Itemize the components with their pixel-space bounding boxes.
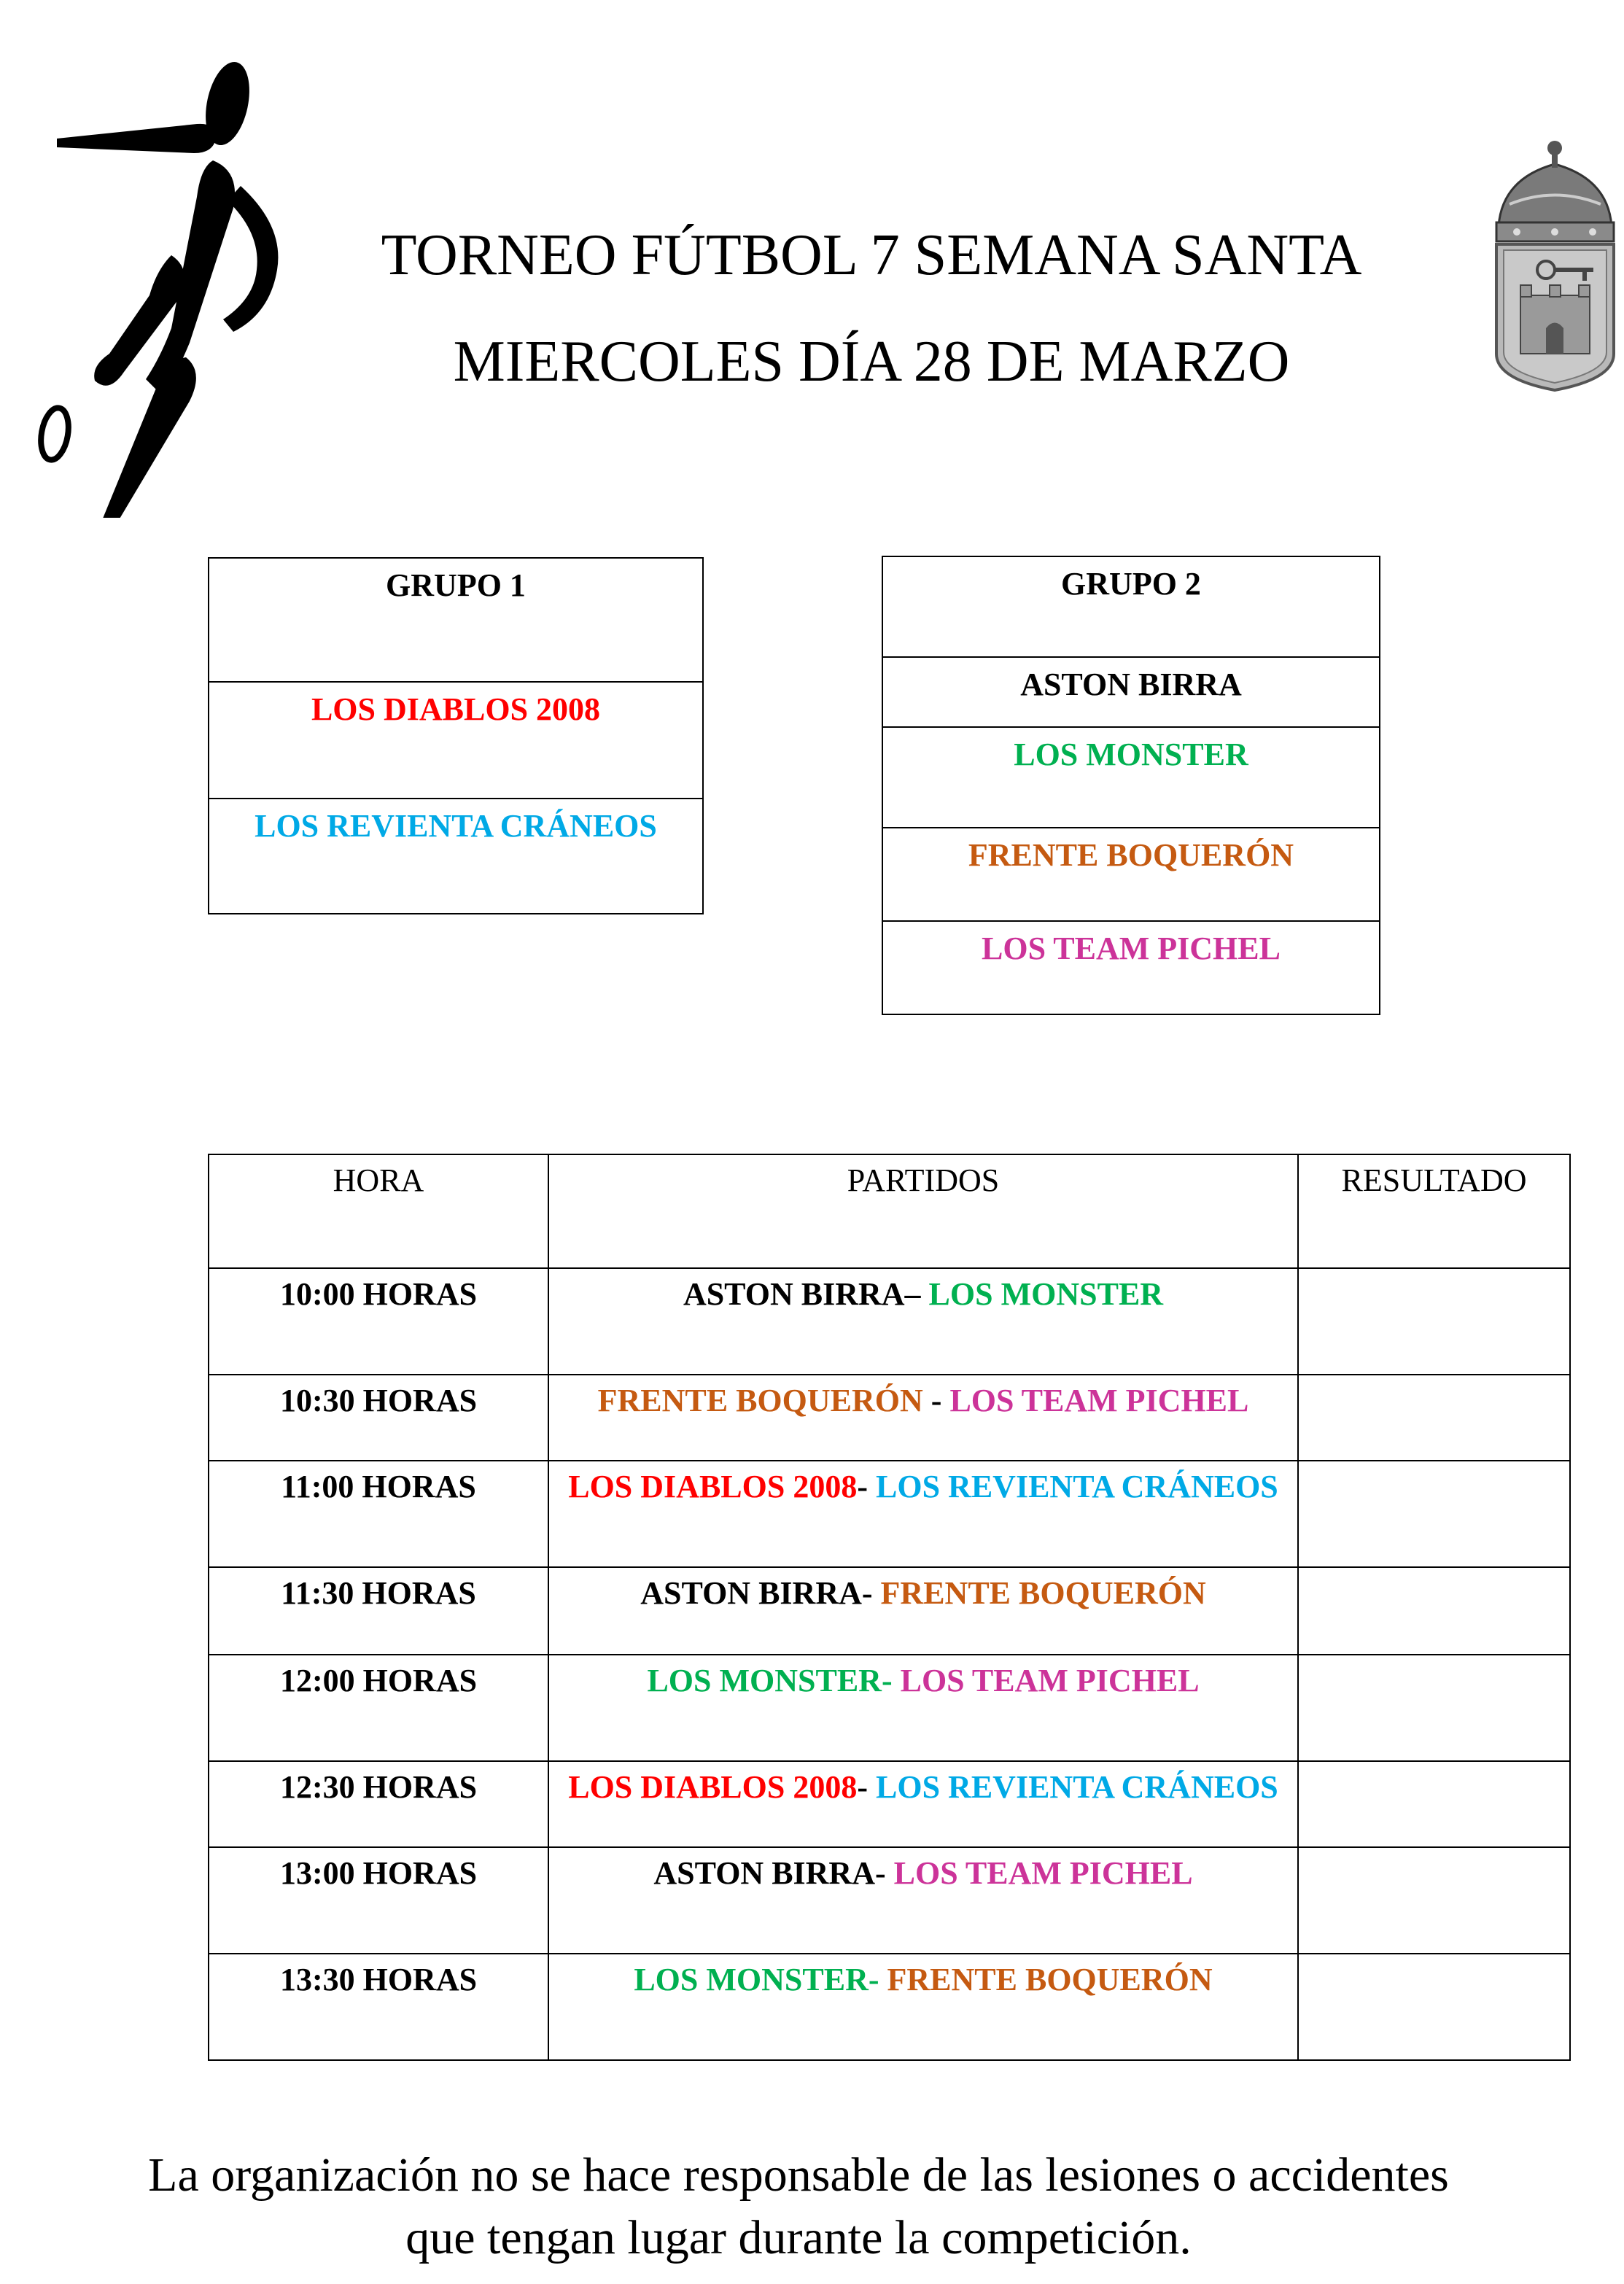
match-teams [548,1268,1298,1375]
group2-table [882,556,1380,1015]
home-team: FRENTE BOQUERÓN [597,1383,923,1418]
match-result [1298,1461,1570,1567]
page-title-line1: TORNEO FÚTBOL 7 SEMANA SANTA [381,223,1362,287]
header-partidos: PARTIDOS [548,1154,1298,1268]
match-row [209,1567,1570,1655]
separator: - [922,1383,950,1418]
match-row [209,1461,1570,1567]
group1-team-2: LOS REVIENTA CRÁNEOS [209,799,703,914]
match-teams [548,1655,1298,1761]
match-teams [548,1461,1298,1567]
match-result [1298,1567,1570,1655]
group2-team-1: ASTON BIRRA [882,657,1380,727]
match-time: 10:30 HORAS [209,1375,548,1461]
group2-header: GRUPO 2 [882,556,1380,657]
away-team: LOS TEAM PICHEL [949,1383,1249,1418]
home-team: ASTON BIRRA [653,1855,875,1891]
match-time: 11:30 HORAS [209,1567,548,1655]
match-result [1298,1268,1570,1375]
home-team: LOS DIABLOS 2008 [568,1469,858,1504]
home-team: ASTON BIRRA [640,1575,862,1611]
separator: - [875,1855,894,1891]
match-result [1298,1847,1570,1954]
group1-header: GRUPO 1 [209,558,703,682]
separator: - [881,1663,901,1698]
match-time: 10:00 HORAS [209,1268,548,1375]
match-row [209,1761,1570,1847]
match-teams [548,1847,1298,1954]
away-team: LOS TEAM PICHEL [893,1855,1193,1891]
match-time: 12:30 HORAS [209,1761,548,1847]
match-teams [548,1954,1298,2060]
away-team: FRENTE BOQUERÓN [880,1575,1206,1611]
away-team: FRENTE BOQUERÓN [887,1962,1213,1997]
group2-team-2: LOS MONSTER [882,727,1380,828]
separator: – [904,1276,929,1312]
group1-table [208,557,704,914]
away-team: LOS REVIENTA CRÁNEOS [876,1469,1278,1504]
match-row [209,1847,1570,1954]
home-team: LOS DIABLOS 2008 [568,1769,858,1805]
match-time: 13:30 HORAS [209,1954,548,2060]
home-team: LOS MONSTER [634,1962,869,1997]
match-result [1298,1375,1570,1461]
separator: - [861,1575,881,1611]
match-result [1298,1761,1570,1847]
away-team: LOS TEAM PICHEL [900,1663,1200,1698]
football-player-icon [22,51,292,518]
page-title-line2: MIERCOLES DÍA 28 DE MARZO [453,330,1290,394]
away-team: LOS MONSTER [928,1276,1164,1312]
header-resultado: RESULTADO [1298,1154,1570,1268]
separator: - [857,1469,876,1504]
match-row [209,1268,1570,1375]
match-result [1298,1954,1570,2060]
home-team: LOS MONSTER [647,1663,882,1698]
separator: - [868,1962,887,1997]
group1-team-1: LOS DIABLOS 2008 [209,682,703,799]
match-result [1298,1655,1570,1761]
match-row [209,1375,1570,1461]
match-teams [548,1375,1298,1461]
home-team: ASTON BIRRA [683,1276,905,1312]
match-teams [548,1567,1298,1655]
match-row [209,1655,1570,1761]
match-time: 11:00 HORAS [209,1461,548,1567]
disclaimer-text: La organización no se hace responsable de las lesiones o accidentes que tengan lugar durante la competición. [148,2148,1449,2264]
group2-team-4: LOS TEAM PICHEL [882,921,1380,1014]
separator: - [857,1769,876,1805]
schedule-table [208,1154,1571,2061]
match-row [209,1954,1570,2060]
match-teams [548,1761,1298,1847]
match-time: 12:00 HORAS [209,1655,548,1761]
group2-team-3: FRENTE BOQUERÓN [882,828,1380,921]
away-team: LOS REVIENTA CRÁNEOS [876,1769,1278,1805]
header-hora: HORA [209,1154,548,1268]
match-time: 13:00 HORAS [209,1847,548,1954]
